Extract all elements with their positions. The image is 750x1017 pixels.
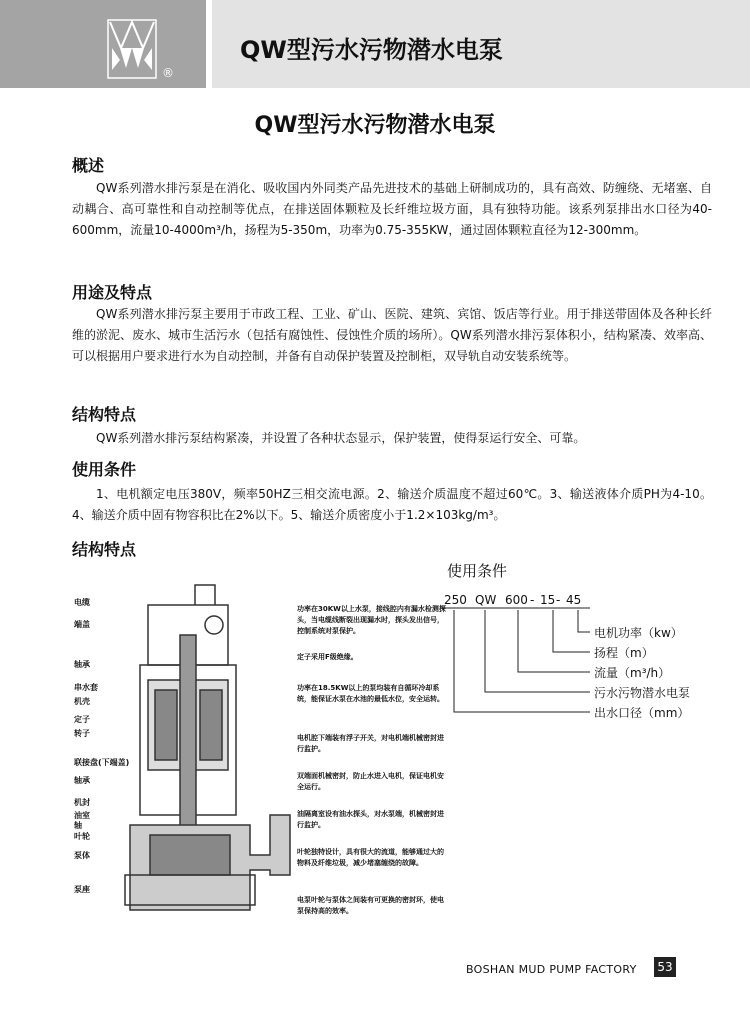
- part-label: 轴承: [74, 776, 90, 785]
- code-flow: 600: [505, 593, 528, 607]
- part-label: 电缆: [74, 598, 90, 607]
- model-title: 使用条件: [447, 562, 508, 580]
- part-label: 端盖: [74, 620, 90, 629]
- meaning-flow: 流量（m³/h）: [594, 666, 671, 680]
- section-heading: 用途及特点: [72, 283, 153, 302]
- part-label: 泵座: [74, 885, 90, 894]
- code-outlet: 250: [444, 593, 467, 607]
- legend-connector-lines: [440, 606, 600, 716]
- crown-logo: [106, 18, 158, 80]
- part-label: 叶轮: [74, 832, 90, 841]
- feature-note: 电泵叶轮与泵体之间装有可更换的密封环，使电泵保持高的效率。: [297, 896, 444, 915]
- part-label: 机壳: [74, 697, 90, 706]
- part-label: 转子: [74, 729, 90, 738]
- meaning-power: 电机功率（kw）: [594, 626, 683, 640]
- part-label: 联接盘(下端盖): [74, 758, 130, 767]
- section-text: QW系列潜水排污泵主要用于市政工程、工业、矿山、医院、建筑、宾馆、饭店等行业。用于排送带固体及各种长纤维的淤泥、废水、城市生活污水（包括有腐蚀性、侵蚀性介质的场所）。QW系列潜水排污泵体积小，结构紧凑、效率高、可以根据用户要求进行水为自动控制，并备有自动保护装置及控制柜，双导轨自动安装系统等。: [72, 307, 712, 363]
- feature-note: 功率在30KW以上水泵，接线腔内有漏水检测探头，当电缆线断裂出现漏水时，探头发出信号，控制系统对泵保护。: [297, 605, 446, 635]
- section-heading: 概述: [72, 156, 105, 175]
- feature-note: 定子采用F级绝缘。: [297, 653, 358, 661]
- page-number: 53: [654, 957, 676, 977]
- feature-note: 电机腔下端装有浮子开关，对电机端机械密封进行监护。: [297, 734, 444, 753]
- registered-mark: ®: [162, 66, 174, 80]
- header-logo-panel: [0, 0, 206, 88]
- section-heading: 结构特点: [72, 540, 137, 559]
- part-label: 轴: [74, 821, 82, 830]
- code-power: 45: [566, 593, 582, 607]
- part-label: 油室: [74, 811, 90, 820]
- section-heading: 使用条件: [72, 460, 137, 479]
- feature-note: 双端面机械密封，防止水进入电机，保证电机安全运行。: [297, 772, 444, 791]
- section-text: 1、电机额定电压380V，频率50HZ三相交流电源。2、输送介质温度不超过60℃。3、输送液体介质PH为4-10。4、输送介质中固有物容积比在2%以下。5、输送介质密度小于1.2×103kg/m³。: [72, 487, 712, 522]
- meaning-head: 扬程（m）: [594, 646, 654, 660]
- footer-factory: BOSHAN MUD PUMP FACTORY: [466, 963, 637, 976]
- section-text: QW系列潜水排污泵是在消化、吸收国内外同类产品先进技术的基础上研制成功的，具有高效、防缠绕、无堵塞、自动耦合、高可靠性和自动控制等优点，在排送固体颗粒及长纤维垃圾方面，具有独特功能。该系列泵排出水口径为40-600mm，流量10-4000m³/h，扬程为5-350m，功率为0.75-355KW，通过固体颗粒直径为12-300mm。: [72, 181, 712, 237]
- meaning-outlet: 出水口径（mm）: [594, 706, 690, 720]
- part-label: 串水套: [74, 683, 98, 692]
- part-label: 泵体: [74, 851, 90, 860]
- meaning-type: 污水污物潜水电泵: [594, 686, 691, 700]
- pump-cross-section-drawing: [110, 575, 310, 915]
- page-title: QW型污水污物潜水电泵: [254, 113, 496, 138]
- section-text: QW系列潜水排污泵结构紧凑，并设置了各种状态显示，保护装置，使得泵运行安全、可靠。: [96, 431, 586, 445]
- feature-note: 叶轮独特设计，具有很大的流道，能够通过大的物料及纤维垃圾，减少堵塞缠绕的故障。: [297, 848, 444, 867]
- part-label: 轴承: [74, 660, 90, 669]
- part-label: 定子: [74, 715, 90, 724]
- feature-note: 油隔离室设有油水探头，对水泵端，机械密封进行监护。: [297, 810, 444, 829]
- separator: -: [530, 593, 535, 607]
- section-heading: 结构特点: [72, 405, 137, 424]
- code-head: 15: [540, 593, 556, 607]
- header-title: QW型污水污物潜水电泵: [240, 36, 503, 64]
- part-label: 机封: [74, 798, 90, 807]
- feature-note: 功率在18.5KW以上的泵均装有自循环冷却系统，能保证水泵在水池的最低水位，安全运转。: [297, 684, 444, 703]
- separator: -: [556, 593, 561, 607]
- code-type: QW: [475, 593, 497, 607]
